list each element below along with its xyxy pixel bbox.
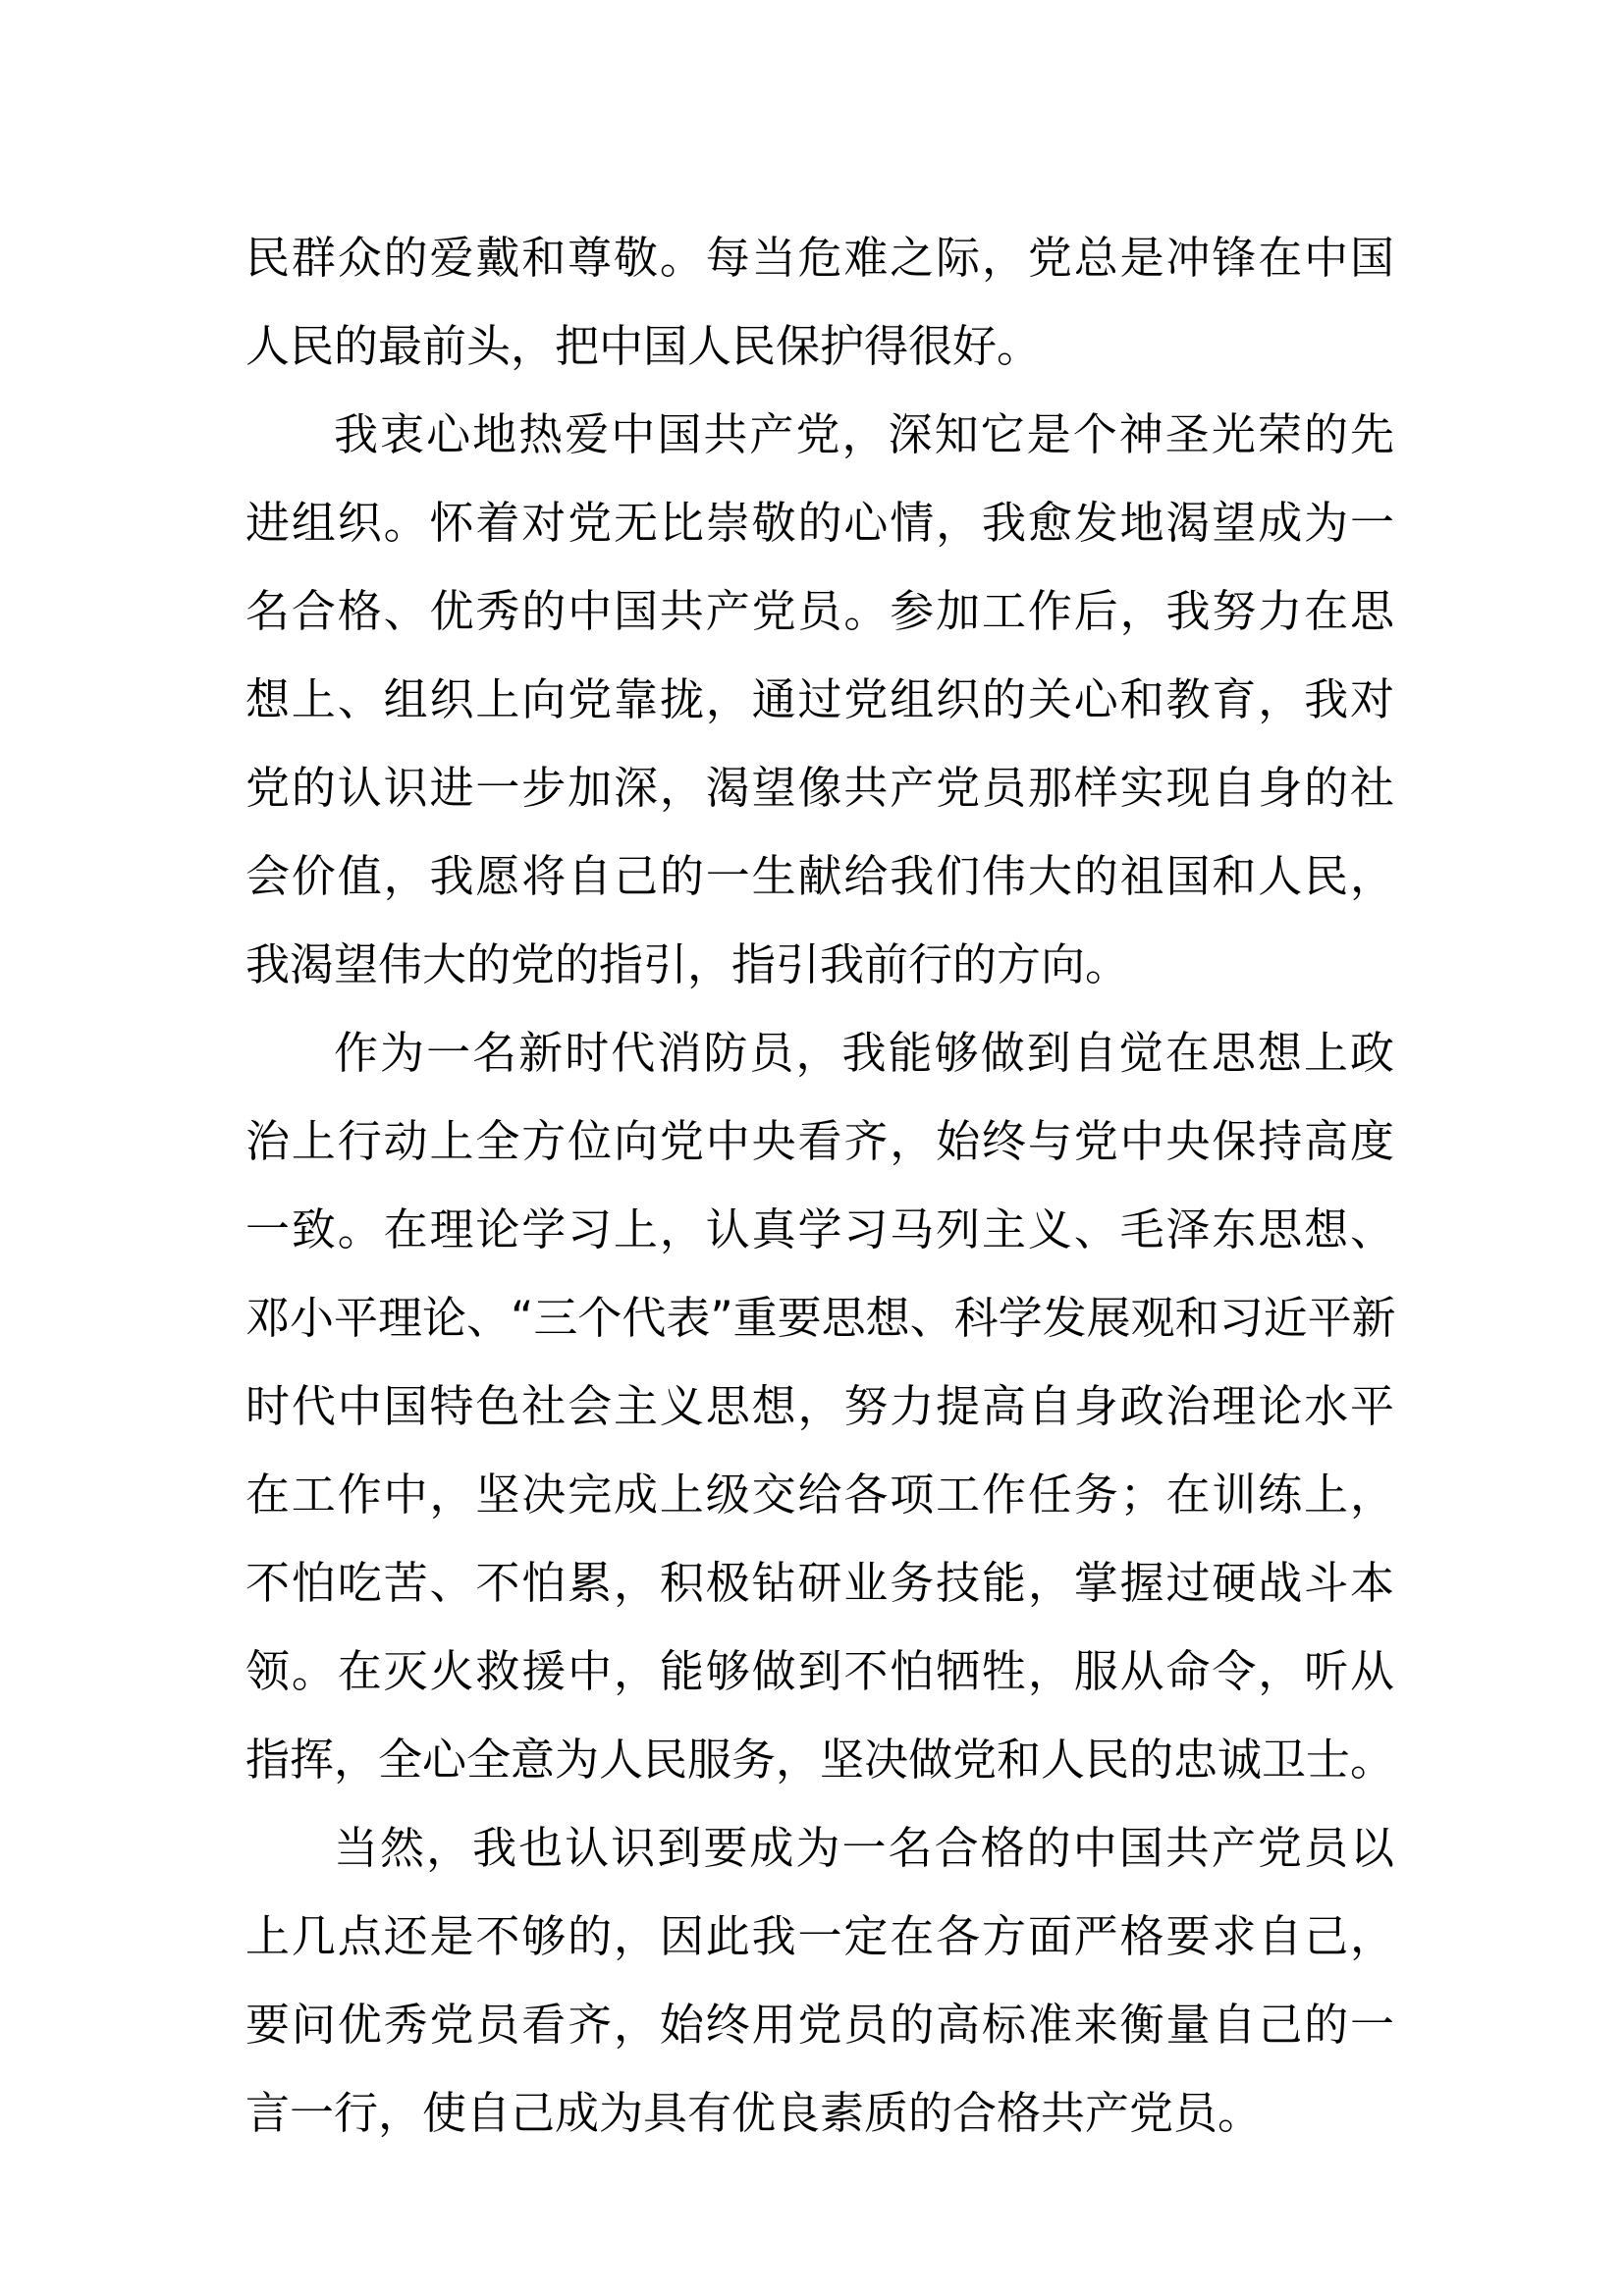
paragraph-4-line-2: 上几点还是不够的，因此我一定在各方面严格要求自己， — [245, 1910, 1394, 1962]
paragraph-3-line-6: 在工作中，坚决完成上级交给各项工作任务；在训练上， — [245, 1468, 1394, 1521]
paragraph-2-line-7: 我渴望伟大的党的指引，指引我前行的方向。 — [245, 938, 1130, 990]
paragraph-3-line-8: 领。在灭火救援中，能够做到不怕牺牲，服从命令，听从 — [245, 1645, 1394, 1697]
paragraph-3-line-4: 邓小平理论、“三个代表”重要思想、科学发展观和习近平新 — [245, 1292, 1396, 1344]
paragraph-2-line-6: 会价值，我愿将自己的一生献给我们伟大的祖国和人民， — [245, 850, 1394, 902]
paragraph-3-line-1: 作为一名新时代消防员，我能够做到自觉在思想上政 — [334, 1027, 1394, 1079]
paragraph-3-line-2: 治上行动上全方位向党中央看齐，始终与党中央保持高度 — [245, 1115, 1394, 1167]
paragraph-2-line-2: 进组织。怀着对党无比崇敬的心情，我愈发地渴望成为一 — [245, 497, 1394, 549]
paragraph-2-line-1: 我衷心地热爱中国共产党，深知它是个神圣光荣的先 — [334, 408, 1394, 460]
paragraph-2-line-5: 党的认识进一步加深，渴望像共产党员那样实现自身的社 — [245, 762, 1394, 814]
paragraph-2-line-4: 想上、组织上向党靠拢，通过党组织的关心和教育，我对 — [245, 673, 1394, 725]
paragraph-3-line-7: 不怕吃苦、不怕累，积极钻研业务技能，掌握过硬战斗本 — [245, 1557, 1394, 1609]
paragraph-1-line-1: 民群众的爱戴和尊敬。每当危难之际，党总是冲锋在中国 — [245, 232, 1394, 284]
paragraph-3-line-9: 指挥，全心全意为人民服务，坚决做党和人民的忠诚卫士。 — [245, 1734, 1395, 1786]
paragraph-1-line-2: 人民的最前头，把中国人民保护得很好。 — [245, 320, 1042, 372]
paragraph-2-line-3: 名合格、优秀的中国共产党员。参加工作后，我努力在思 — [245, 585, 1394, 637]
paragraph-3-line-3: 一致。在理论学习上，认真学习马列主义、毛泽东思想、 — [245, 1203, 1394, 1255]
paragraph-4-line-4: 言一行，使自己成为具有优良素质的合格共产党员。 — [245, 2087, 1263, 2139]
paragraph-4-line-3: 要问优秀党员看齐，始终用党员的高标准来衡量自己的一 — [245, 1999, 1394, 2051]
paragraph-4-line-1: 当然，我也认识到要成为一名合格的中国共产党员以 — [334, 1822, 1394, 1874]
paragraph-3-line-5: 时代中国特色社会主义思想，努力提高自身政治理论水平 — [245, 1380, 1394, 1432]
body-text — [245, 214, 1394, 2158]
